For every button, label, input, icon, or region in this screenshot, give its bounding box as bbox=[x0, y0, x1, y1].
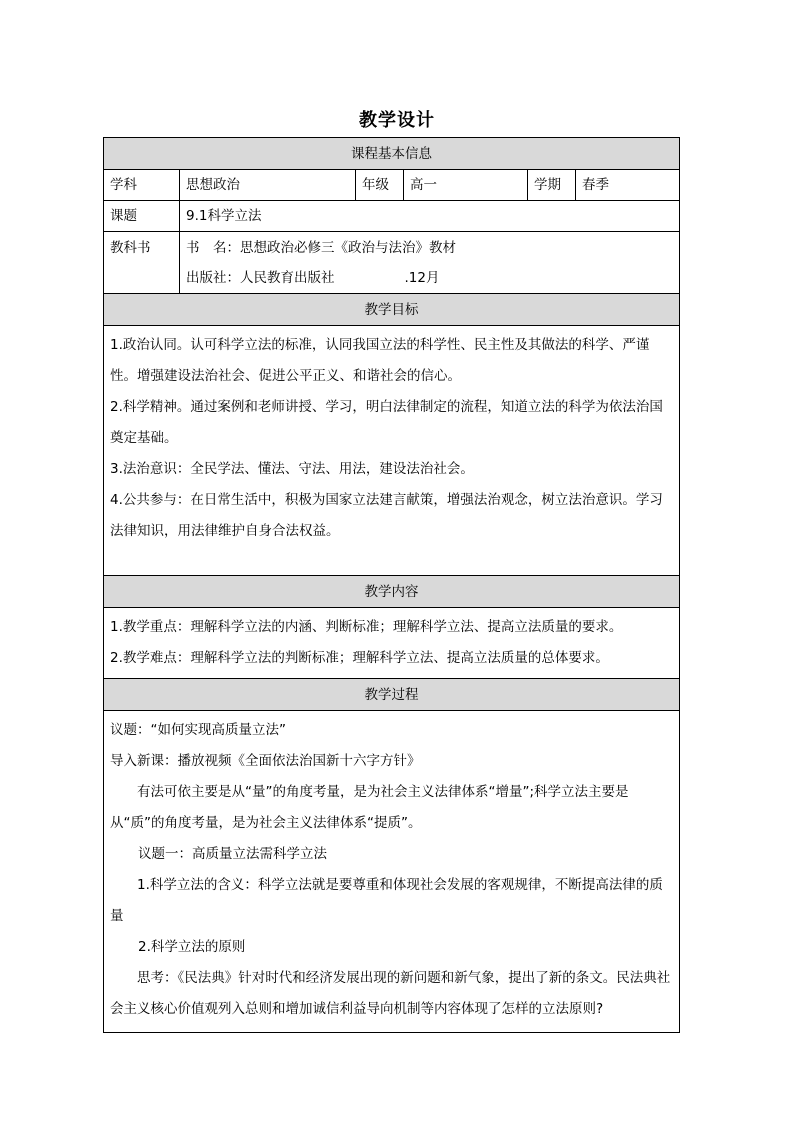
objectives-body bbox=[104, 326, 680, 576]
process-line: 思考：《民法典》针对时代和经济发展出现的新问题和新气象，提出了新的条文。民法典社会主义核心价值观列入总则和增加诚信利益导向机制等内容体现了怎样的立法原则? bbox=[110, 970, 671, 1017]
content-item: 2.教学难点：理解科学立法的判断标准；理解科学立法、提高立法质量的总体要求。 bbox=[110, 650, 609, 666]
subject-value: 思想政治 bbox=[180, 170, 356, 201]
textbook-publisher bbox=[180, 264, 680, 294]
publisher-text: 出版社：人民教育出版社 bbox=[186, 270, 335, 287]
objective-item: 3.法治意识：全民学法、懂法、守法、用法，建设法治社会。 bbox=[110, 461, 474, 477]
process-line: 2.科学立法的原则 bbox=[138, 939, 246, 955]
objective-item: 2.科学精神。通过案例和老师讲授、学习，明白法律制定的流程，知道立法的科学为依法治国奠定基础。 bbox=[110, 399, 663, 446]
process-line: 有法可依主要是从“量”的角度考量，是为社会主义法律体系“增量”;科学立法主要是从“质”的角度考量，是为社会主义法律体系“提质”。 bbox=[110, 784, 629, 831]
lesson-plan-table bbox=[103, 137, 680, 1033]
objectives-header: 教学目标 bbox=[104, 294, 680, 326]
grade-value: 高一 bbox=[404, 170, 528, 201]
objective-item: 1.政治认同。认可科学立法的标准，认同我国立法的科学性、民主性及其做法的科学、严谨性。增强建设法治社会、促进公平正义、和谐社会的信心。 bbox=[110, 337, 650, 384]
term-label: 学期 bbox=[528, 170, 576, 201]
objective-item: 4.公共参与：在日常生活中，积极为国家立法建言献策，增强法治观念，树立法治意识。学习法律知识，用法律维护自身合法权益。 bbox=[110, 492, 663, 539]
page-title: 教学设计 bbox=[359, 110, 435, 131]
process-line: 议题：“如何实现高质量立法” bbox=[110, 722, 286, 738]
grade-label: 年级 bbox=[356, 170, 404, 201]
term-value: 春季 bbox=[576, 170, 680, 201]
content-item: 1.教学重点：理解科学立法的内涵、判断标准；理解科学立法、提高立法质量的要求。 bbox=[110, 619, 623, 635]
topic-value: 9.1科学立法 bbox=[180, 201, 680, 232]
topic-label: 课题 bbox=[104, 201, 180, 232]
process-line: 议题一：高质量立法需科学立法 bbox=[138, 846, 327, 862]
basic-info-header: 课程基本信息 bbox=[104, 138, 680, 170]
textbook-name: 书 名：思想政治必修三《政治与法治》教材 bbox=[180, 232, 680, 264]
textbook-label: 教科书 bbox=[104, 232, 180, 294]
process-header: 教学过程 bbox=[104, 679, 680, 711]
content-body bbox=[104, 608, 680, 679]
subject-label: 学科 bbox=[104, 170, 180, 201]
process-body bbox=[104, 711, 680, 1033]
content-header: 教学内容 bbox=[104, 576, 680, 608]
process-line: 1.科学立法的含义：科学立法就是要尊重和体现社会发展的客观规律，不断提高法律的质量 bbox=[110, 877, 663, 924]
publish-date: .12月 bbox=[404, 270, 440, 287]
process-line: 导入新课：播放视频《全面依法治国新十六字方针》 bbox=[110, 753, 421, 769]
